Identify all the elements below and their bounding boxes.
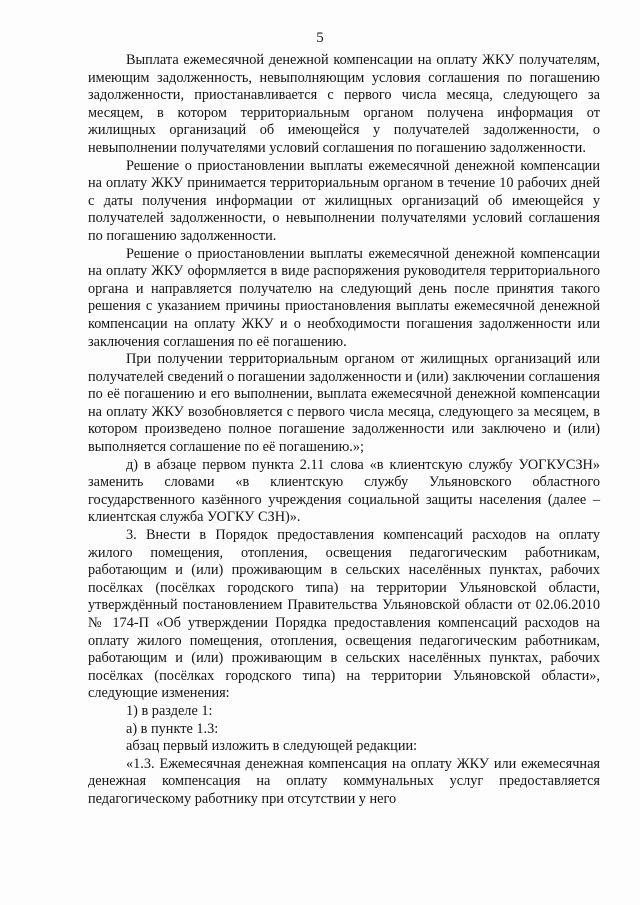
paragraph-resumption: При получении территориальным органом от жилищных организаций или получателей сведений о погашении задолженности и (или) заключении соглашения по её погашению и его выполнении, выплата ежемесячной денежной компенсации на оплату ЖКУ возобновляется с первого числа месяца, следующего за месяцем, в котором произведено полное погашение задолженности или заключено и (или) выполняется соглашение по её погашению.»; xyxy=(88,351,600,456)
paragraph-point-1-3: а) в пункте 1.3: xyxy=(126,720,219,737)
paragraph-amendment-d: д) в абзаце первом пункта 2.11 слова «в клиентскую службу УОГКУСЗН» заменить словами «в клиентскую службу Ульяновского областного государственного казённого учреждения социальной защиты населения (далее – клиентская служба УОГКУ СЗН)». xyxy=(88,456,600,526)
paragraph-item-3: 3. Внести в Порядок предоставления компенсаций расходов на оплату жилого помещения, отопления, освещения педагогическим работникам, работающим и (или) проживающим в сельских населённых пунктах, рабочих посёлках (посёлках городского типа) на территории Ульяновской области, утверждённый постановлением Правительства Ульяновской области от 02.06.2010 № 174-П «Об утверждении Порядка предоставления компенсаций расходов на оплату жилого помещения, отопления, освещения педагогическим работникам, работающим и (или) проживающим в сельских населённых пунктах, рабочих посёлках (посёлках городского типа) на территории Ульяновской области», следующие изменения: xyxy=(88,527,600,702)
paragraph-decision-term: Решение о приостановлении выплаты ежемесячной денежной компенсации на оплату ЖКУ принимается территориальным органом в течение 10 рабочих дней с даты получения информации от жилищных организаций об имеющейся у получателей задолженности, о невыполнении получателями условий соглашения по погашению задолженности. xyxy=(88,157,600,244)
page-number: 5 xyxy=(316,30,324,46)
paragraph-first-abzac: абзац первый изложить в следующей редакции: xyxy=(126,738,418,755)
paragraph-new-1-3: «1.3. Ежемесячная денежная компенсация на оплату ЖКУ или ежемесячная денежная компенсация на оплату коммунальных услуг предоставляется педагогическому работнику при отсутствии у него xyxy=(88,755,600,807)
paragraph-decision-form: Решение о приостановлении выплаты ежемесячной денежной компенсации на оплату ЖКУ оформляется в виде распоряжения руководителя территориального органа и направляется получателю на следующий день после принятия такого решения с указанием причины приостановления выплаты ежемесячной денежной компенсации на оплату ЖКУ и о необходимости погашения задолженности или заключения соглашения по её погашению. xyxy=(88,245,600,350)
paragraph-section-1: 1) в разделе 1: xyxy=(126,702,213,719)
paragraph-suspension-rule: Выплата ежемесячной денежной компенсации на оплату ЖКУ получателям, имеющим задолженность, невыполняющим условия соглашения по погашению задолженности, приостанавливается с первого числа месяца, следующего за месяцем, в котором территориальным органом получена информация от жилищных организаций об имеющейся у получателей задолженности, о невыполнении получателями условий соглашения по погашению задолженности. xyxy=(88,52,600,156)
document-body xyxy=(88,52,600,809)
